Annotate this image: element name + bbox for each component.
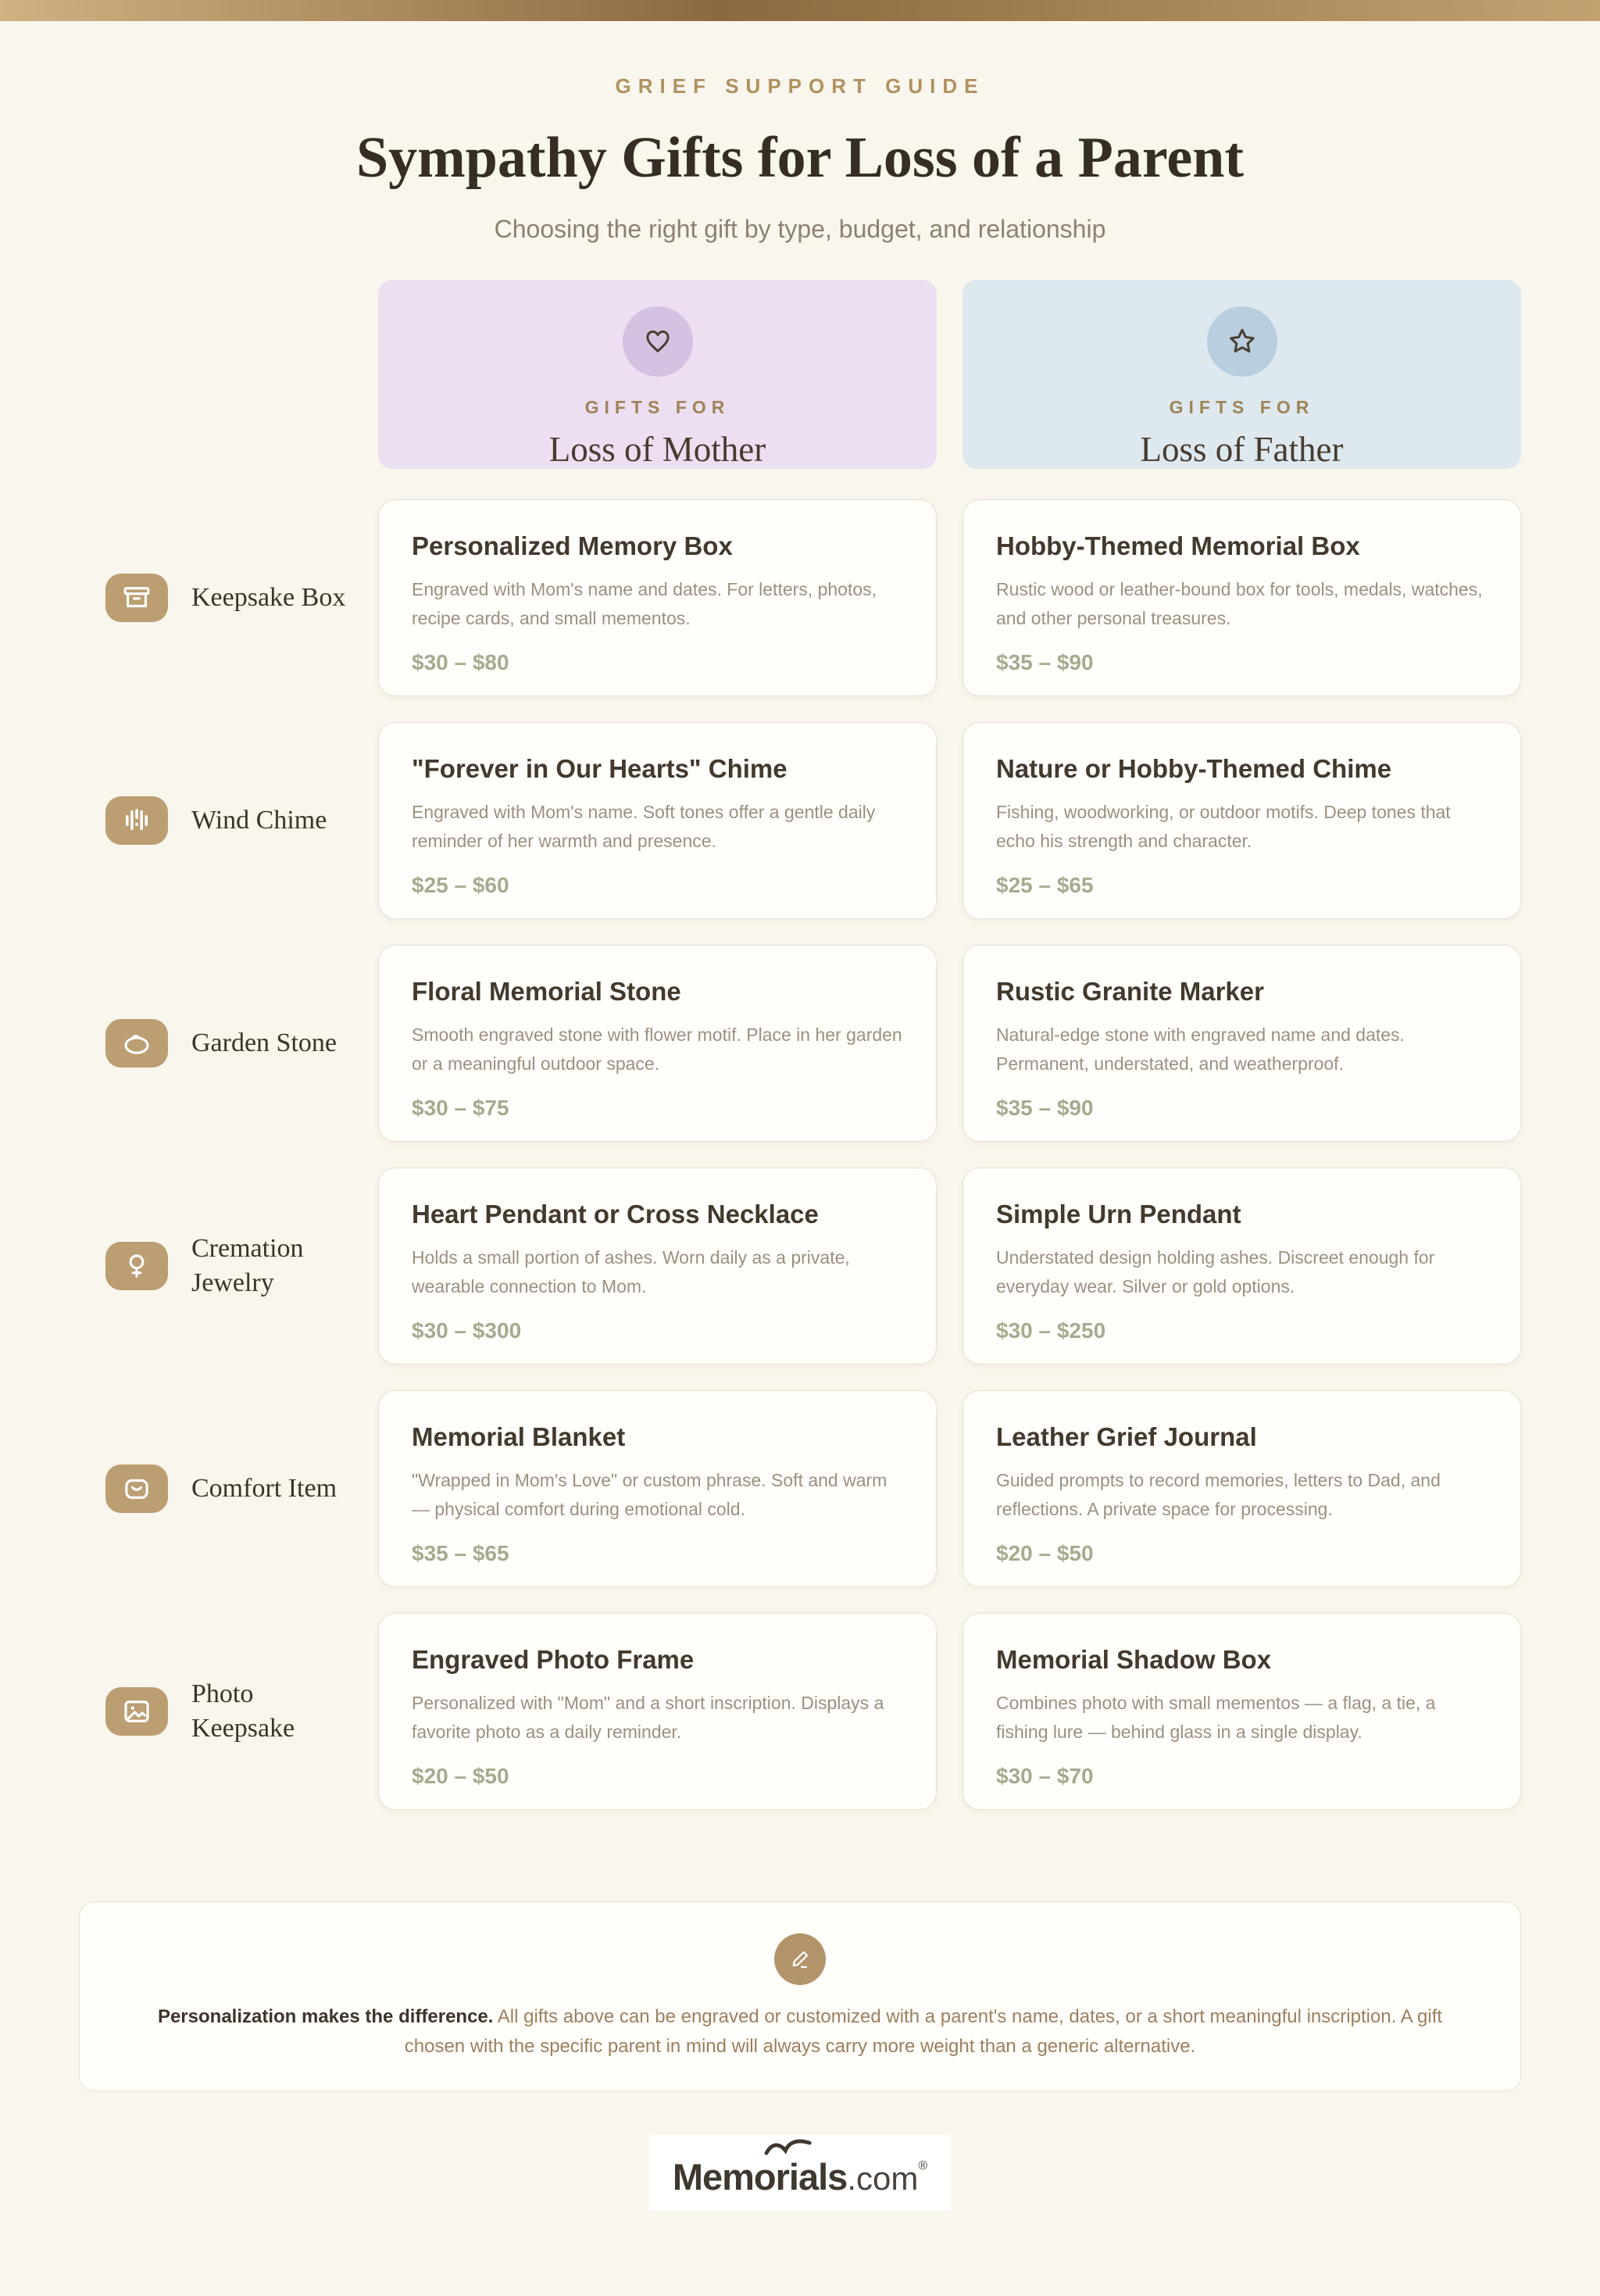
gift-card-price: $25 – $65 [996,872,1094,897]
gift-card-price: $35 – $65 [412,1540,509,1565]
gift-card-price: $20 – $50 [412,1763,509,1788]
gift-card-description: Holds a small portion of ashes. Worn daily as a private, wearable connection to Mom. [412,1247,850,1296]
category-photo-keepsake [79,1613,352,1810]
gift-card-title: Memorial Shadow Box [996,1645,1272,1674]
gift-card-father-keepsake [962,499,1521,696]
gift-card-price: $20 – $50 [996,1540,1094,1565]
gift-card-title: "Forever in Our Hearts" Chime [412,754,788,783]
gift-card-description: Engraved with Mom's name and dates. For letters, photos, recipe cards, and small mementos. [412,579,877,628]
spacer-cell [79,280,352,469]
category-label: Comfort Item [191,1473,338,1503]
logo-wordmark [672,2156,928,2198]
gift-card-description: Personalized with "Mom" and a short inscription. Displays a favorite photo as a daily reminder. [412,1693,884,1742]
page-title: Sympathy Gifts for Loss of a Parent [355,126,1245,190]
pencil-icon [788,1947,812,1971]
category-cremation-jewelry [79,1168,352,1364]
gift-card-price: $25 – $60 [412,872,509,897]
gift-card-title: Leather Grief Journal [996,1422,1257,1451]
gift-card-mother-comfort [378,1390,937,1587]
mother-column-eyebrow: GIFTS FOR [584,397,730,417]
star-icon [1226,325,1259,358]
cremation-jewelry-icon [105,1242,168,1290]
logo-registered-mark: ® [918,2159,928,2173]
page-header [0,21,1600,244]
gift-card-title: Heart Pendant or Cross Necklace [412,1200,819,1228]
gift-card-description: Understated design holding ashes. Discreet enough for everyday wear. Silver or gold options. [996,1247,1435,1296]
logo-brand: Memorials [672,2156,848,2198]
page-footer [0,2135,1600,2250]
photo-keepsake-icon [105,1687,168,1736]
heart-icon-circle [623,306,693,377]
gift-card-mother-jewelry [378,1168,937,1364]
gift-grid [79,499,1521,1810]
category-label: Garden Stone [191,1028,338,1057]
gift-card-mother-chime [378,722,937,919]
gift-card-description: "Wrapped in Mom's Love" or custom phrase. Soft and warm — physical comfort during emotional cold. [412,1470,888,1519]
category-garden-stone [79,945,352,1142]
note-text [127,2002,1473,2062]
category-label: Wind Chime [191,805,327,835]
gift-card-title: Engraved Photo Frame [412,1645,695,1674]
gift-card-title: Memorial Blanket [412,1422,626,1451]
gift-card-title: Simple Urn Pendant [996,1200,1241,1228]
category-label: Keepsake Box [191,582,346,612]
category-label: Photo Keepsake [191,1679,295,1743]
mother-column-header [378,280,937,469]
father-column-eyebrow: GIFTS FOR [1169,397,1315,417]
gift-card-title: Floral Memorial Stone [412,977,681,1006]
father-column-title: Loss of Father [1140,430,1344,469]
category-comfort-item [79,1390,352,1587]
gift-card-father-stone [962,945,1521,1142]
category-wind-chime [79,722,352,919]
gift-card-price: $30 – $80 [412,649,509,674]
eyebrow-label: GRIEF SUPPORT GUIDE [615,74,985,98]
gift-card-title: Rustic Granite Marker [996,977,1264,1006]
gift-card-title: Personalized Memory Box [412,531,733,560]
star-icon-circle [1207,306,1277,377]
father-column-header [962,280,1521,469]
gift-card-father-jewelry [962,1168,1521,1364]
note-body: All gifts above can be engraved or customized with a parent's name, dates, or a short meaningful inscription. A gift chosen with the specific parent in mind will always carry more weight than a generic alternative. [404,2006,1443,2057]
wind-chime-icon [105,796,168,845]
memorials-logo [649,2135,951,2211]
gift-card-description: Guided prompts to record memories, letters to Dad, and reflections. A private space for processing. [996,1470,1441,1519]
bird-icon [761,2137,816,2157]
gift-card-description: Natural-edge stone with engraved name and dates. Permanent, understated, and weatherproof. [996,1025,1405,1074]
gift-card-title: Nature or Hobby-Themed Chime [996,754,1392,783]
comfort-item-icon [105,1465,168,1513]
gift-card-father-chime [962,722,1521,919]
gift-card-title: Hobby-Themed Memorial Box [996,531,1360,560]
category-keepsake-box [79,499,352,696]
gift-card-father-comfort [962,1390,1521,1587]
top-accent-bar [0,0,1600,21]
personalization-note [79,1901,1521,2091]
gift-card-price: $30 – $75 [412,1095,509,1120]
garden-stone-icon [105,1019,168,1068]
gift-card-description: Smooth engraved stone with flower motif. Place in her garden or a meaningful outdoor space. [412,1025,902,1074]
column-header-row [79,280,1521,469]
page-subtitle: Choosing the right gift by type, budget, and relationship [494,215,1106,243]
gift-card-price: $30 – $300 [412,1318,522,1343]
gift-card-description: Fishing, woodworking, or outdoor motifs. Deep tones that echo his strength and character. [996,802,1451,851]
note-lead: Personalization makes the difference. [157,2006,494,2027]
gift-card-description: Rustic wood or leather-bound box for tools, medals, watches, and other personal treasures. [996,579,1483,628]
heart-icon [641,325,674,358]
gift-card-mother-photo [378,1613,937,1810]
keepsake-box-icon [105,574,168,622]
pencil-icon-circle [774,1933,826,1985]
gift-card-mother-stone [378,945,937,1142]
gift-card-price: $30 – $70 [996,1763,1094,1788]
gift-card-father-photo [962,1613,1521,1810]
gift-card-description: Engraved with Mom's name. Soft tones offer a gentle daily reminder of her warmth and presence. [412,802,876,851]
gift-card-price: $35 – $90 [996,1095,1094,1120]
gift-card-description: Combines photo with small mementos — a flag, a tie, a fishing lure — behind glass in a single display. [996,1693,1436,1742]
gift-card-mother-keepsake [378,499,937,696]
logo-tld: .com [847,2160,919,2197]
category-label: Cremation Jewelry [191,1233,304,1297]
gift-card-price: $30 – $250 [996,1318,1106,1343]
mother-column-title: Loss of Mother [548,430,766,469]
gift-card-price: $35 – $90 [996,649,1094,674]
